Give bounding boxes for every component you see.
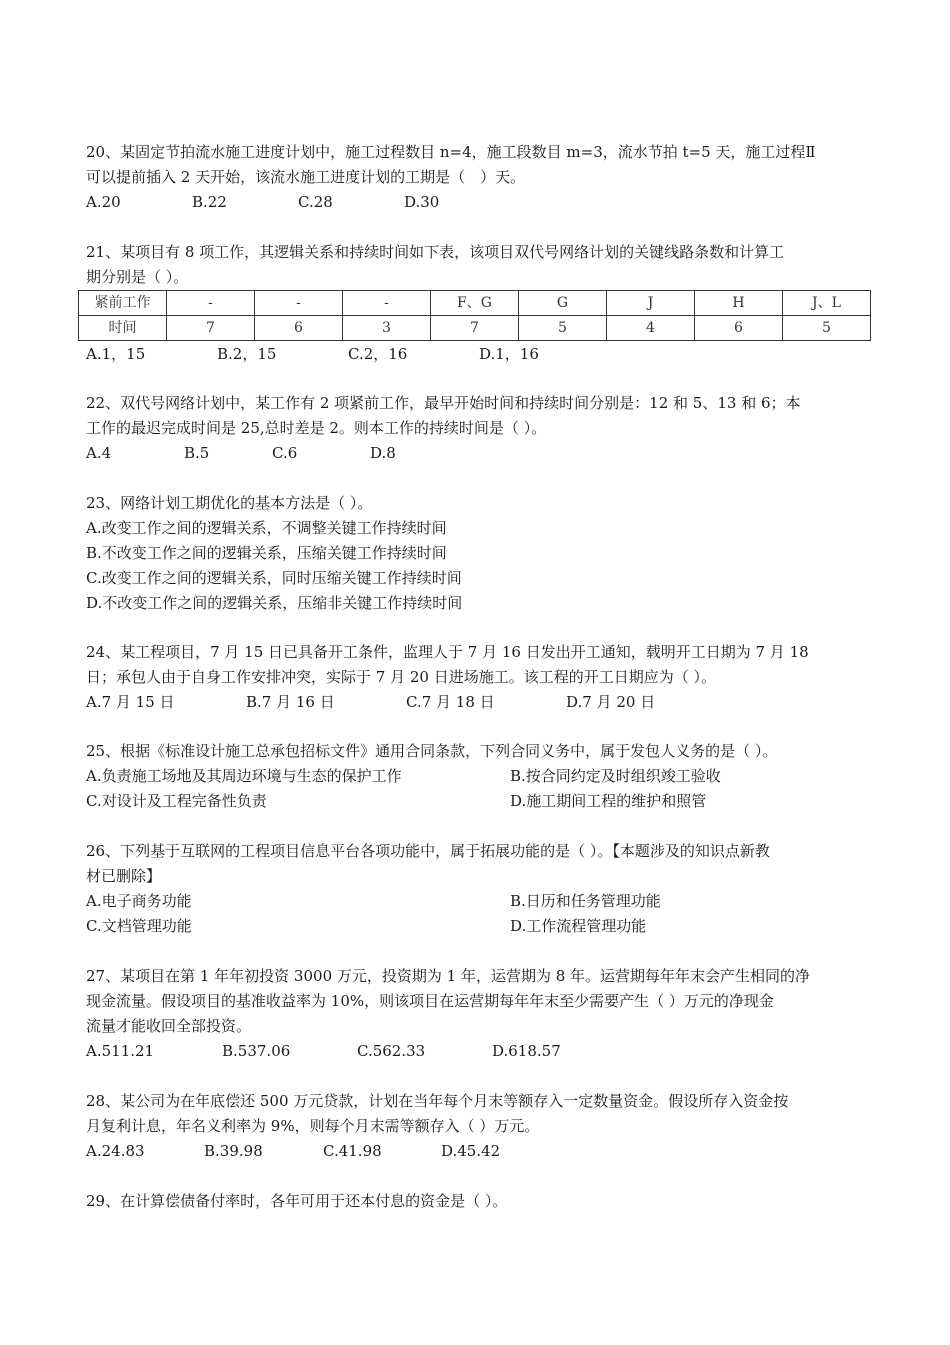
question-21-options: [86, 342, 864, 367]
option-d: D.45.42: [441, 1142, 501, 1160]
option-b: B.39.98: [204, 1142, 263, 1160]
question-21: [86, 240, 864, 290]
question-28-line-1: 28、某公司为在年底偿还 500 万元贷款，计划在当年每个月末等额存入一定数量资金。假设所存入资金按: [86, 1092, 789, 1110]
question-25-line-1: 25、根据《标准设计施工总承包招标文件》通用合同条款，下列合同义务中，属于发包人义务的是（ ）。: [86, 742, 778, 760]
option-a: A.改变工作之间的逻辑关系，不调整关键工作持续时间: [86, 519, 447, 537]
option-d: D.施工期间工程的维护和照管: [510, 792, 707, 810]
option-a: A.电子商务功能: [86, 892, 192, 910]
option-d: D.工作流程管理功能: [510, 917, 647, 935]
question-23: [86, 491, 864, 616]
question-25-options-row-1: [86, 764, 864, 789]
question-27-line-3: 流量才能收回全部投资。: [86, 1017, 252, 1035]
question-28-options: [86, 1139, 864, 1164]
table-cell: 5: [783, 316, 871, 341]
option-c: C.改变工作之间的逻辑关系，同时压缩关键工作持续时间: [86, 569, 462, 587]
option-d: D.8: [370, 444, 396, 462]
option-c: C.562.33: [357, 1042, 426, 1060]
question-26-options-row-2: [86, 914, 864, 939]
table-cell: H: [695, 291, 783, 316]
question-27-line-1: 27、某项目在第 1 年年初投资 3000 万元，投资期为 1 年，运营期为 8 年。运营期每年年末会产生相同的净: [86, 967, 811, 985]
question-27-line-2: 现金流量。假设项目的基准收益率为 10%，则该项目在运营期每年年末至少需要产生（ ）万元的净现金: [86, 992, 774, 1010]
question-22-line-1: 22、双代号网络计划中，某工作有 2 项紧前工作，最早开始时间和持续时间分别是：12 和 5、13 和 6；本: [86, 394, 801, 412]
table-row-duration: [79, 316, 871, 341]
question-24-line-2: 日；承包人由于自身工作安排冲突，实际于 7 月 20 日进场施工。该工程的开工日期应为（ ）。: [86, 668, 716, 686]
option-d: D.1，16: [479, 345, 539, 363]
table-cell: 时间: [79, 316, 167, 341]
option-b: B.537.06: [222, 1042, 291, 1060]
table-cell: -: [343, 291, 431, 316]
question-27: [86, 964, 864, 1064]
question-24-options: [86, 690, 864, 715]
option-a: A.511.21: [86, 1042, 155, 1060]
table-cell: G: [519, 291, 607, 316]
question-22: [86, 391, 864, 466]
question-23-line-1: 23、网络计划工期优化的基本方法是（ ）。: [86, 494, 373, 512]
option-a: A.24.83: [86, 1142, 145, 1160]
question-25: [86, 739, 864, 814]
question-25-options-row-2: [86, 789, 864, 814]
option-c: C.28: [298, 193, 333, 211]
question-26-line-2: 材已删除】: [86, 867, 162, 885]
option-a: A.4: [86, 444, 112, 462]
option-b: B.不改变工作之间的逻辑关系，压缩关键工作持续时间: [86, 544, 447, 562]
option-a: A.1，15: [86, 345, 146, 363]
option-c: C.2，16: [348, 345, 408, 363]
table-cell: 7: [167, 316, 255, 341]
question-29-line-1: 29、在计算偿债备付率时，各年可用于还本付息的资金是（ ）。: [86, 1192, 508, 1210]
question-27-options: [86, 1039, 864, 1064]
table-cell: J: [607, 291, 695, 316]
table-cell: 5: [519, 316, 607, 341]
table-cell: 7: [431, 316, 519, 341]
question-26-line-1: 26、下列基于互联网的工程项目信息平台各项功能中，属于拓展功能的是（ ）。【本题涉及的知识点新教: [86, 842, 770, 860]
option-b: B.22: [192, 193, 227, 211]
question-26-options-row-1: [86, 889, 864, 914]
table-cell: F、G: [431, 291, 519, 316]
option-b: B.按合同约定及时组织竣工验收: [510, 767, 721, 785]
question-22-options: [86, 441, 864, 466]
option-b: B.日历和任务管理功能: [510, 892, 661, 910]
option-b: B.2，15: [217, 345, 277, 363]
table-cell: 6: [695, 316, 783, 341]
question-28: [86, 1089, 864, 1164]
option-d: D.618.57: [492, 1042, 561, 1060]
table-cell: 3: [343, 316, 431, 341]
table-cell: -: [255, 291, 343, 316]
question-24-line-1: 24、某工程项目，7 月 15 日已具备开工条件，监理人于 7 月 16 日发出开工通知，载明开工日期为 7 月 18: [86, 643, 809, 661]
option-d: D.30: [404, 193, 440, 211]
option-a: A.20: [86, 193, 121, 211]
question-26: [86, 839, 864, 939]
option-d: D.7 月 20 日: [566, 693, 656, 711]
option-c: C.文档管理功能: [86, 917, 192, 935]
question-21-answers: [86, 342, 864, 367]
option-c: C.6: [272, 444, 298, 462]
question-20-line-2: 可以提前插入 2 天开始，该流水施工进度计划的工期是（ ）天。: [86, 168, 526, 186]
question-21-line-1: 21、某项目有 8 项工作，其逻辑关系和持续时间如下表，该项目双代号网络计划的关键线路条数和计算工: [86, 243, 785, 261]
table-cell: 6: [255, 316, 343, 341]
question-20-options: [86, 190, 864, 215]
table-cell: 4: [607, 316, 695, 341]
table-cell: 紧前工作: [79, 291, 167, 316]
question-29: [86, 1189, 864, 1214]
question-21-line-2: 期分别是（ ）。: [86, 268, 189, 286]
question-24: [86, 640, 864, 715]
option-a: A.7 月 15 日: [86, 693, 175, 711]
option-c: C.对设计及工程完备性负责: [86, 792, 267, 810]
option-a: A.负责施工场地及其周边环境与生态的保护工作: [86, 767, 402, 785]
table-cell: -: [167, 291, 255, 316]
option-b: B.7 月 16 日: [246, 693, 335, 711]
work-duration-table: [78, 290, 871, 341]
table-cell: J、L: [783, 291, 871, 316]
option-c: C.41.98: [323, 1142, 382, 1160]
question-20-line-1: 20、某固定节拍流水施工进度计划中，施工过程数目 n=4，施工段数目 m=3，流水节拍 t=5 天，施工过程Ⅱ: [86, 143, 816, 161]
question-20: [86, 140, 864, 215]
table-row-predecessor: [79, 291, 871, 316]
option-b: B.5: [184, 444, 210, 462]
question-28-line-2: 月复利计息，年名义利率为 9%，则每个月末需等额存入（ ）万元。: [86, 1117, 540, 1135]
question-22-line-2: 工作的最迟完成时间是 25,总时差是 2。则本工作的持续时间是（ ）。: [86, 419, 547, 437]
option-c: C.7 月 18 日: [406, 693, 495, 711]
option-d: D.不改变工作之间的逻辑关系，压缩非关键工作持续时间: [86, 594, 463, 612]
